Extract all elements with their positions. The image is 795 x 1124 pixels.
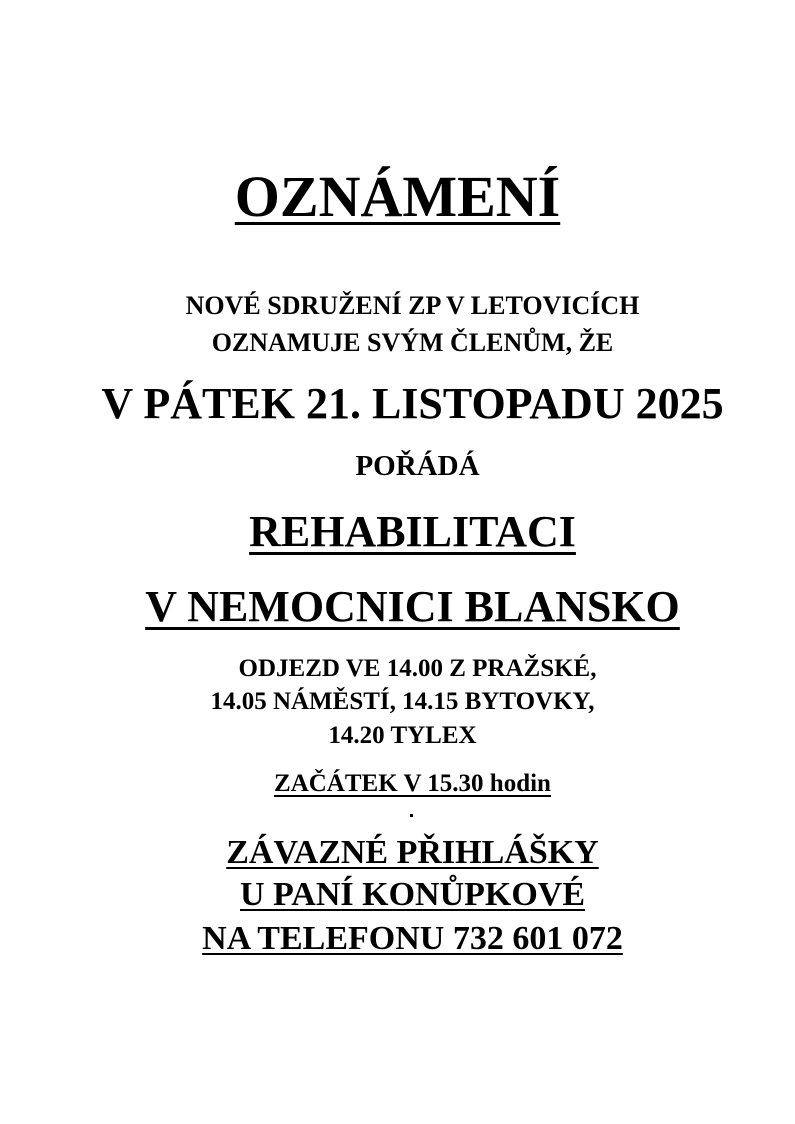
intro-line-2: OZNAMUJE SVÝM ČLENŮM, ŽE xyxy=(211,328,614,357)
departure-line-2: 14.05 NÁMĚSTÍ, 14.15 BYTOVKY, xyxy=(210,688,595,715)
event-date: V PÁTEK 21. LISTOPADU 2025 xyxy=(101,379,724,428)
registration-line-2: U PANÍ KONŮPKOVÉ xyxy=(239,876,586,913)
event-location: V NEMOCNICI BLANSKO xyxy=(145,582,680,631)
departure-line-3: 14.20 TYLEX xyxy=(328,722,477,749)
stray-dot xyxy=(410,814,413,817)
page-title: OZNÁMENÍ xyxy=(234,164,561,229)
registration-line-1: ZÁVAZNÉ PŘIHLÁŠKY xyxy=(226,834,599,871)
event-name: REHABILITACI xyxy=(249,507,576,556)
start-time: ZAČÁTEK V 15.30 hodin xyxy=(274,770,551,797)
registration-phone: NA TELEFONU 732 601 072 xyxy=(202,920,623,957)
intro-line-1: NOVÉ SDRUŽENÍ ZP V LETOVICÍCH xyxy=(185,291,640,320)
departure-line-1: ODJEZD VE 14.00 Z PRAŽSKÉ, xyxy=(238,655,597,682)
organizes-label: POŘÁDÁ xyxy=(355,450,480,482)
